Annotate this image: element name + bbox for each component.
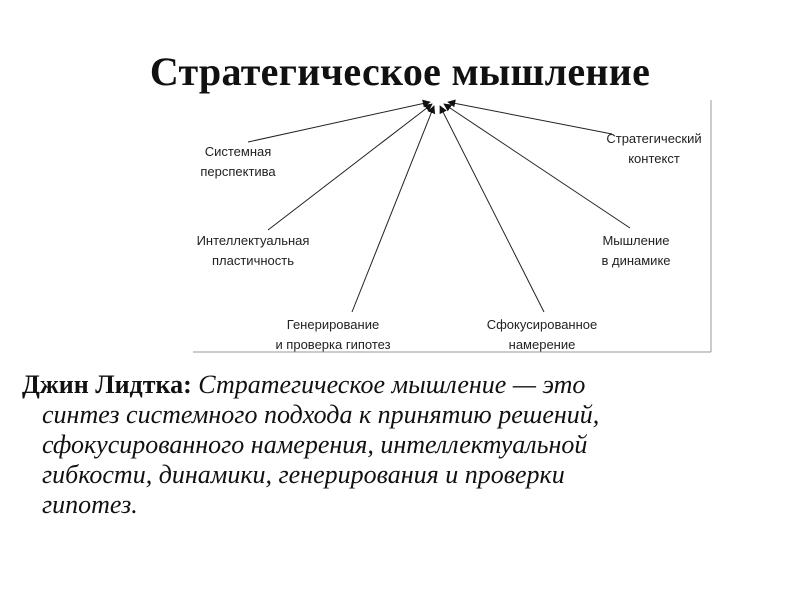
node-dynamics-line1: Мышление (602, 233, 670, 248)
node-intellectual-line1: Интеллектуальная (196, 233, 310, 248)
arrow-focused (440, 106, 544, 312)
quote-line-2: синтез системного подхода к принятию решений, (42, 400, 600, 429)
node-focused-intent (472, 315, 612, 355)
slide-title: Стратегическое мышление (149, 49, 651, 94)
definition-quote (22, 370, 782, 520)
arrow-context (448, 102, 612, 134)
quote-first-line (22, 370, 782, 400)
node-hypothesis-generation (258, 315, 408, 355)
node-focused-line2: намерение (508, 337, 576, 352)
node-context-line2: контекст (628, 151, 680, 166)
quote-line-3: сфокусированного намерения, интеллектуальной (42, 430, 588, 459)
node-systemic-line2: перспектива (200, 164, 276, 179)
node-focused-line1: Сфокусированное (486, 317, 598, 332)
node-systemic-line1: Системная (204, 144, 272, 159)
node-systemic-perspective (188, 142, 288, 182)
arrow-hypothesis (352, 106, 434, 312)
node-intellectual-line2: пластичность (212, 253, 294, 268)
quote-line-5: гипотез. (42, 490, 138, 519)
node-hypothesis-line1: Генерирование (286, 317, 380, 332)
node-intellectual-plasticity (185, 231, 321, 271)
quote-author: Джин Лидтка: (22, 370, 192, 399)
arrow-intellectual (268, 104, 432, 230)
node-dynamic-thinking (586, 231, 686, 271)
quote-line-4: гибкости, динамики, генерирования и проверки (42, 460, 565, 489)
node-hypothesis-line2: и проверка гипотез (275, 337, 391, 352)
arrow-systemic (248, 102, 430, 142)
quote-line-1: Стратегическое мышление — это (198, 370, 586, 399)
node-dynamics-line2: в динамике (601, 253, 671, 268)
node-context-line1: Стратегический (606, 131, 702, 146)
node-strategic-context (592, 129, 716, 169)
